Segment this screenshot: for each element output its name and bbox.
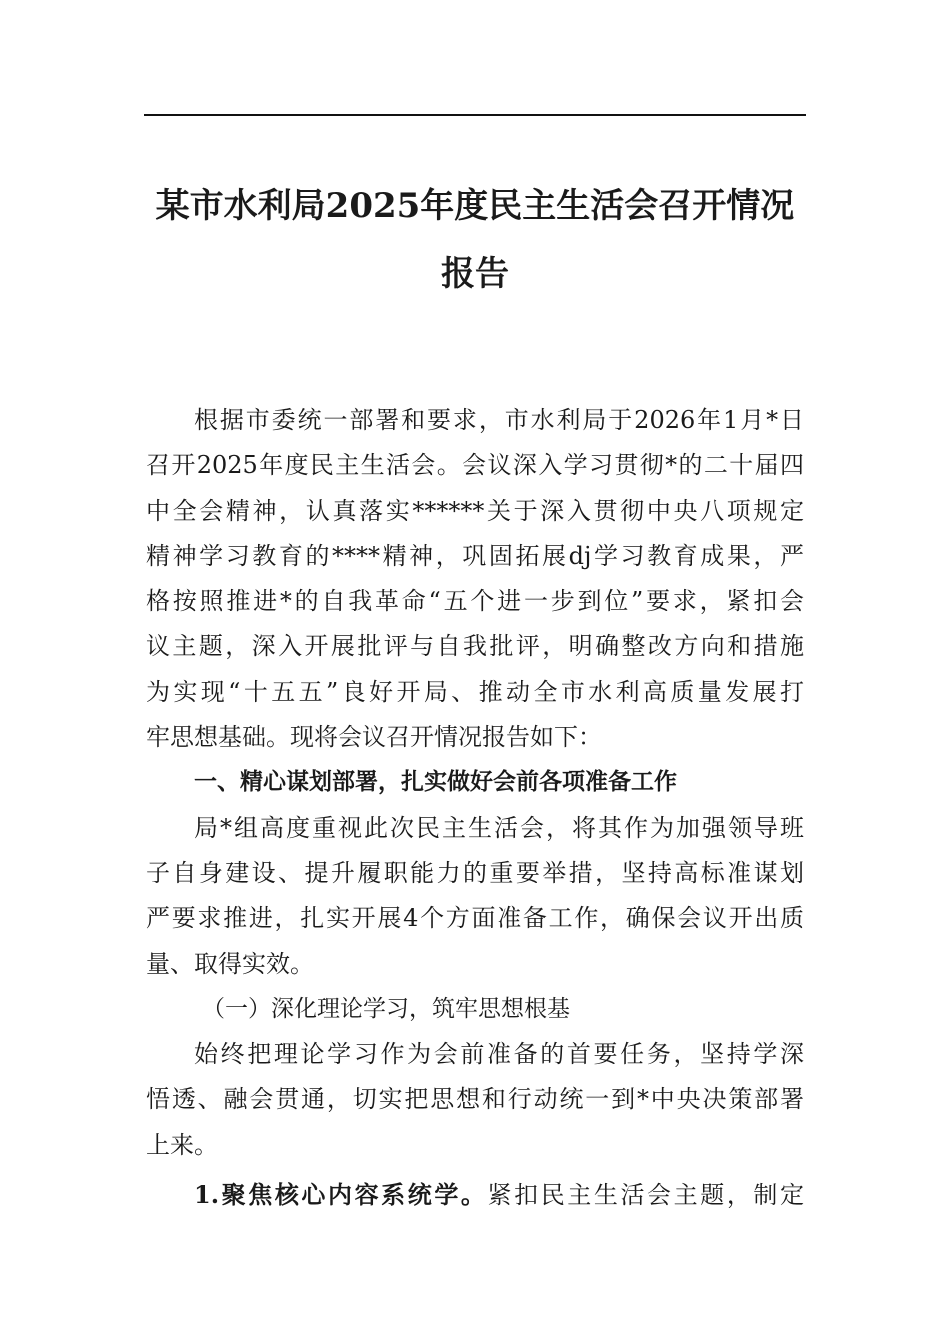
subsection1-paragraph [146, 1032, 804, 1168]
paragraph-line: 为实现“十五五”良好开局、推动全市水利高质量发展打 [146, 677, 804, 706]
document-title [144, 172, 806, 308]
item-1-lead: 1.聚焦核心内容系统学。 [194, 1180, 488, 1210]
title-line-2: 报告 [441, 254, 509, 294]
paragraph-line: 子自身建设、提升履职能力的重要举措，坚持高标准谋划 [146, 858, 804, 887]
paragraph-line: 量、取得实效。 [146, 949, 314, 978]
paragraph-line: 召开2025年度民主生活会。会议深入学习贯彻*的二十届四 [146, 451, 804, 480]
item-1-text: 紧扣民主生活会主题，制定 [487, 1181, 804, 1210]
paragraph-line: 根据市委统一部署和要求，市水利局于2026年1月*日 [194, 406, 804, 434]
paragraph-line: 上来。 [146, 1130, 218, 1159]
paragraph-line: 牢思想基础。现将会议召开情况报告如下： [146, 723, 602, 752]
paragraph-line: 精神学习教育的****精神，巩固拓展dj学习教育成果，严 [146, 541, 804, 570]
paragraph-line: 格按照推进*的自我革命“五个进一步到位”要求，紧扣会 [146, 587, 804, 616]
paragraph-line: 悟透、融会贯通，切实把思想和行动统一到*中央决策部署 [146, 1085, 804, 1114]
paragraph-line: 中全会精神，认真落实******关于深入贯彻中央八项规定 [146, 496, 804, 525]
section1-paragraph [146, 806, 804, 987]
subsection-heading-1: （一）深化理论学习，筑牢思想根基 [202, 995, 570, 1022]
item-1-line [146, 1172, 804, 1217]
paragraph-line: 始终把理论学习作为会前准备的首要任务，坚持学深 [194, 1040, 804, 1069]
paragraph-line: 议主题，深入开展批评与自我批评，明确整改方向和措施 [146, 632, 804, 661]
paragraph-line: 严要求推进，扎实开展4个方面准备工作，确保会议开出质 [146, 904, 804, 933]
header-rule [144, 114, 806, 116]
title-line-1: 某市水利局2025年度民主生活会召开情况 [155, 186, 795, 226]
paragraph-line: 局*组高度重视此次民主生活会，将其作为加强领导班 [194, 813, 804, 842]
document-body [146, 398, 804, 1217]
intro-paragraph [146, 398, 804, 760]
section-heading-1: 一、精心谋划部署，扎实做好会前各项准备工作 [194, 769, 677, 796]
